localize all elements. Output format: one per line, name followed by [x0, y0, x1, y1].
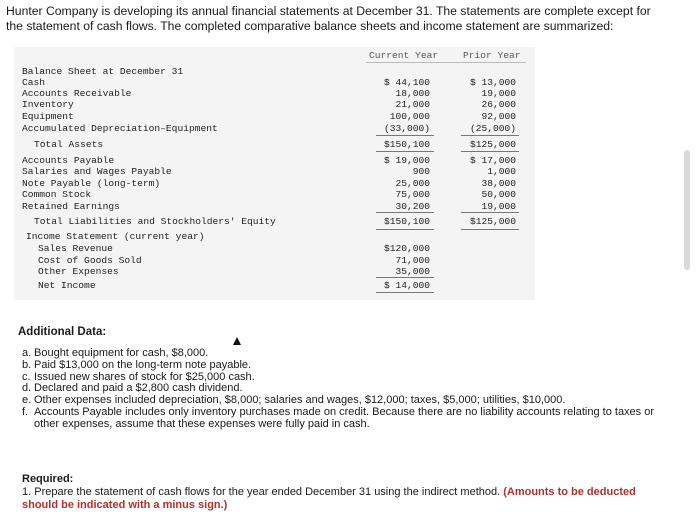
row-label: Other Expenses	[38, 266, 119, 277]
row-label: Total Assets	[34, 139, 104, 150]
item-letter: a.	[22, 347, 32, 359]
item-text: Paid $13,000 on the long-term note payable.	[34, 358, 252, 371]
subtotal-rule	[376, 135, 434, 136]
total-rule	[461, 151, 519, 152]
prior-value: 50,000	[481, 189, 516, 200]
item-letter: f.	[22, 405, 29, 418]
current-value: 35,000	[395, 266, 430, 277]
item-letter: e.	[22, 394, 32, 407]
header-divider	[366, 62, 526, 63]
additional-data-title: Additional Data:	[18, 326, 107, 338]
row-label: Total Liabilities and Stockholders' Equity	[34, 216, 276, 227]
item-letter: b.	[22, 358, 32, 371]
current-value: 100,000	[389, 111, 430, 122]
row-label: Note Payable (long-term)	[22, 178, 161, 189]
current-value: 900	[412, 166, 430, 177]
current-value: 21,000	[395, 99, 430, 110]
row-label: Balance Sheet at December 31	[22, 66, 184, 77]
total-rule	[376, 151, 434, 152]
total-rule	[461, 229, 519, 230]
subtotal-rule	[461, 135, 519, 136]
list-item	[22, 407, 672, 431]
prior-value: 19,000	[481, 88, 516, 99]
item-text: Bought equipment for cash, $8,000.	[34, 347, 209, 359]
current-value: $150,100	[383, 139, 430, 150]
row-label: Accumulated Depreciation–Equipment	[22, 123, 218, 134]
row-label: Cash	[22, 77, 46, 88]
row-label: Accounts Payable	[22, 155, 115, 166]
row-label: Retained Earnings	[22, 201, 120, 212]
prior-value: $ 13,000	[469, 77, 516, 88]
current-value: $150,100	[383, 216, 430, 227]
prior-value: 19,000	[481, 201, 516, 212]
item-text: Other expenses included depreciation, $8,000; salaries and wages, $12,000; taxes, $5,000; utilities, $10,000.	[34, 394, 566, 407]
prior-value: 1,000	[487, 166, 516, 177]
vertical-scrollbar[interactable]	[684, 150, 690, 270]
row-label: Equipment	[22, 111, 74, 122]
required-note: (Amounts to be deducted should be indicated with a minus sign.)	[22, 486, 636, 511]
row-label: Cost of Goods Sold	[38, 255, 142, 266]
current-value: $ 19,000	[383, 155, 430, 166]
current-value: $ 14,000	[383, 280, 430, 291]
current-value: (33,000)	[383, 123, 430, 134]
prior-value: 26,000	[481, 99, 516, 110]
required-section	[22, 473, 662, 512]
column-header-current: Current Year	[369, 50, 439, 61]
required-instruction	[22, 486, 662, 512]
prior-value: 38,000	[481, 178, 516, 189]
mouse-cursor-icon	[233, 337, 241, 345]
row-label: Income Statement (current year)	[26, 231, 205, 242]
item-letter: d.	[22, 382, 32, 395]
subtotal-rule	[376, 277, 434, 278]
item-text: Accounts Payable includes only inventory purchases made on credit. Because there are no liability accounts relating to taxes or other expenses, assume that these expenses were fully paid in cash.	[34, 405, 655, 430]
current-value: 75,000	[395, 189, 430, 200]
item-text: Issued new shares of stock for $25,000 cash.	[34, 370, 255, 383]
prior-value: $125,000	[469, 216, 516, 227]
row-label: Inventory	[22, 99, 74, 110]
additional-data-list	[22, 348, 672, 431]
column-header-prior: Prior Year	[463, 50, 521, 61]
total-rule	[376, 292, 434, 293]
prior-value: 92,000	[481, 111, 516, 122]
prior-value: $ 17,000	[469, 155, 516, 166]
current-value: 30,200	[395, 201, 430, 212]
current-value: 25,000	[395, 178, 430, 189]
current-value: $120,000	[383, 243, 430, 254]
item-letter: c.	[22, 370, 31, 383]
current-value: 71,000	[395, 255, 430, 266]
required-heading: Required:	[22, 473, 74, 485]
subtotal-rule	[461, 212, 519, 213]
total-rule	[376, 229, 434, 230]
row-label: Salaries and Wages Payable	[22, 166, 172, 177]
subtotal-rule	[376, 212, 434, 213]
row-label: Common Stock	[22, 189, 92, 200]
row-label: Accounts Receivable	[22, 88, 132, 99]
row-label: Sales Revenue	[38, 243, 113, 254]
prior-value: $125,000	[469, 139, 516, 150]
item-text: Declared and paid a $2,800 cash dividend.	[34, 382, 243, 395]
problem-intro: Hunter Company is developing its annual financial statements at December 31. The statements are complete except for the statement of cash flows. The completed comparative balance sheets and income statement are summarized:	[6, 4, 651, 33]
current-value: $ 44,100	[383, 77, 430, 88]
current-value: 18,000	[395, 88, 430, 99]
row-label: Net Income	[38, 280, 96, 291]
required-text: 1. Prepare the statement of cash flows for the year ended December 31 using the indirect method.	[22, 486, 501, 498]
prior-value: (25,000)	[469, 123, 516, 134]
